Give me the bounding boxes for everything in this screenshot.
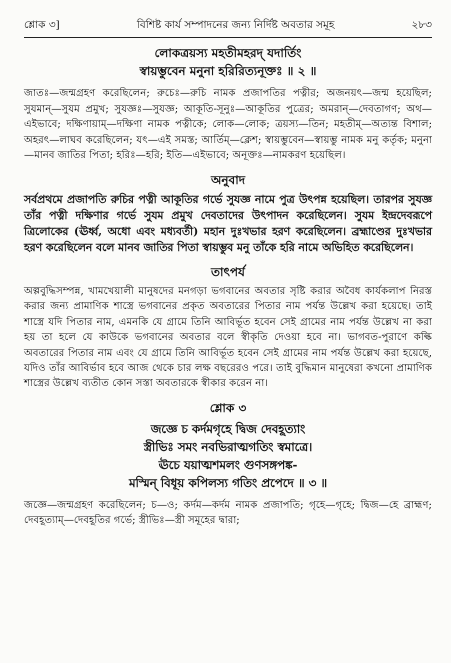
synonyms-verse-3: জজ্ঞে—জন্মগ্রহণ করেছিলেন; চ—ও; কর্দম—কর্দম নামক প্রজাপতি; গৃহে—গৃহে; দ্বিজ—হে ব্রাহ্মণ; দেবহূত্যাম্—দেবহূতির গর্ভে; স্ত্রীভিঃ—স্ত্রী সমূহের দ্বারা; [24, 499, 432, 527]
verse-3-line-1: জজ্ঞে চ কর্দমগৃহে দ্বিজ দেবহূত্যাং [150, 421, 306, 436]
verse-2-line-2: স্বায়ম্ভুবেন মনুনা হরিরিত্যনূক্তঃ ॥ ২ ॥ [139, 64, 317, 78]
sloka-3-heading: শ্লোক ৩ [209, 400, 247, 415]
synonyms-verse-2: জাতঃ—জন্মগ্রহণ করেছিলেন; রুচেঃ—রুচি নামক প্রজাপতির পত্নীর; অজনয়ৎ—জন্ম হয়েছিল; সুযমান্—সুযম প্রমুখ; সুযজ্ঞঃ—সুযজ্ঞ; আকূতি-সূনুঃ—আকূতির পুত্রের; অমরান্—দেবতাগণ; অথ—এইভাবে; দক্ষিণায়াম্—দক্ষিণা নামক পত্নীকে; লোক—লোক; ত্রয়স্য—তিন; মহতীম্—অত্যন্ত বিশাল; অহরৎ—লাঘব করেছিলেন; যৎ—এই সমস্ত; আর্তিম্—ক্লেশ; স্বায়ম্ভুবেন—স্বায়ম্ভু নামক মনু কর্তৃক; মনুনা—মানব জাতির পিতা; হরিঃ—হরি; ইতি—এইভাবে; অনূক্তঃ—নামকরণ হয়েছিল। [24, 88, 432, 162]
purport-heading: তাৎপর্য [211, 264, 245, 279]
verse-3-line-3: ঊচে যয়াত্মশমলং গুণসঙ্গপঙ্ক- [158, 457, 298, 472]
verse-3-line-2: স্ত্রীভিঃ সমং নবভিরাত্মগতিং স্বমাত্রে। [143, 439, 313, 454]
verse-3-line-4: মস্মিন্ বিধূয় কপিলস্য গতিং প্রপেদে ॥ ৩ ॥ [128, 475, 328, 490]
translation-text: সর্বপ্রথমে প্রজাপতি রুচির পত্নী আকূতির গর্ভে সুযজ্ঞ নামে পুত্র উৎপন্ন হয়েছিল। তারপর সুযজ্ঞ তাঁর পত্নী দক্ষিণার গর্ভে সুযম প্রমুখ দেবতাদের উৎপাদন করেছিলেন। সুযম ইন্দ্রদেবরূপে ত্রিলোকের (ঊর্ধ্ব, অধো এবং মধ্যবর্তী) মহান দুঃখভার হরণ করেছিলেন। ব্রহ্মাণ্ডের দুঃখভার হরণ করেছিলেন বলে মানব জাতির পিতা স্বায়ম্ভুব মনু তাঁকে হরি নামে অভিহিত করেছিলেন। [24, 192, 432, 254]
header-chapter-title: বিশিষ্ট কার্য সম্পাদনের জন্য নির্দিষ্ট অবতার সমূহ [136, 19, 335, 31]
header-page-number: ২৮৩ [411, 19, 432, 31]
verse-2-line-1: লোকত্রয়স্য মহতীমহরদ্ যদার্তিং [154, 46, 302, 60]
header-rule [24, 37, 432, 38]
verse-2 [24, 44, 432, 80]
purport-text: অল্পবুদ্ধিসম্পন্ন, খামখেয়ালী মানুষদের মনগড়া ভগবানের অবতার সৃষ্টি করার অবৈধ কার্যকলাপ নিরস্ত করার জন্য প্রামাণিক শাস্ত্রে ভগবানের প্রকৃত অবতারের পিতার নাম পর্যন্ত উল্লেখ করা হয়েছে। তাই শাস্ত্রে যদি পিতার নাম, এমনকি যে গ্রামে তিনি আবির্ভূত হবেন সেই গ্রামের নাম পর্যন্ত উল্লেখ না করা হয় তা হলে যে কাউকে ভগবানের অবতার বলে স্বীকৃতি দেওয়া হবে না। ভাগবত-পুরাণে কল্কি অবতারের পিতার নাম এবং যে গ্রামে তিনি আবির্ভূত হবেন সেই গ্রামের নাম পর্যন্ত উল্লেখ করা হয়েছে, যদিও তাঁর আবির্ভাব হবে আজ থেকে চার লক্ষ বছরেরও পরে। তাই বুদ্ধিমান মানুষেরা কখনো প্রামাণিক শাস্ত্রের উল্লেখ ব্যতীত কোন সস্তা অবতারকে স্বীকার করেন না। [24, 285, 432, 390]
verse-3 [24, 420, 432, 492]
header-verse-ref: শ্লোক ৩] [24, 19, 60, 31]
running-header [24, 18, 432, 35]
book-page [24, 18, 432, 529]
translation-heading: অনুবাদ [210, 172, 246, 187]
